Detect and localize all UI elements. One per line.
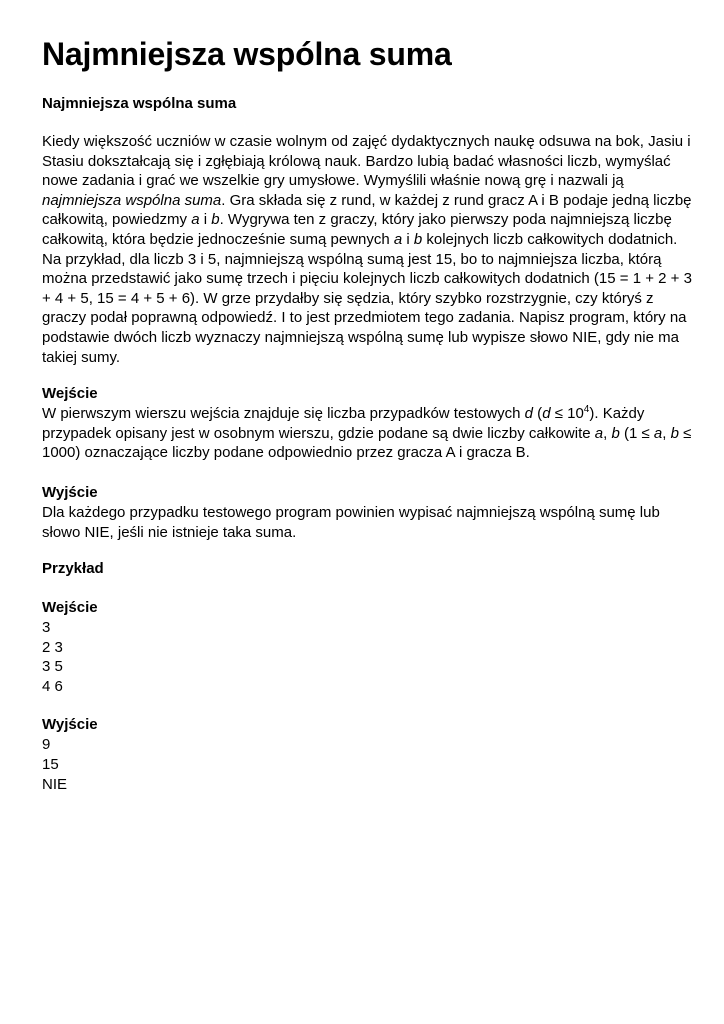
example-output-line: 9 (42, 736, 51, 754)
input-heading: Wejście (42, 385, 98, 403)
variable-b: b (413, 230, 423, 248)
example-output-line: 15 (42, 756, 59, 774)
example-heading: Przykład (42, 560, 104, 578)
variable-d: d (542, 405, 551, 423)
example-input-heading: Wejście (42, 599, 98, 617)
example-output-heading: Wyjście (42, 716, 98, 734)
variable-b: b (670, 424, 679, 442)
example-output (42, 735, 692, 794)
example-input-line: 3 (42, 619, 51, 637)
example-input-line: 2 3 (42, 638, 63, 656)
variable-b: b (211, 211, 220, 229)
example-input (42, 618, 692, 696)
variable-a: a (393, 230, 403, 248)
input-description: W pierwszym wierszu wejścia znajduje się liczba przypadków testowych d $(d \le 10^4)$. Każdy przypadek opisany jest w osobnym wierszu, gdzie podane są dwie liczby całkowite a, b (1 ≤ a, b ≤ 1000) oznaczające liczby podane odpowiednio przez gracza A i gracza B. (42, 404, 692, 462)
output-heading: Wyjście (42, 483, 98, 501)
problem-subtitle: Najmniejsza wspólna suma (42, 95, 237, 112)
document-page (42, 34, 692, 794)
exponent: 4 (583, 404, 590, 416)
example-output-line: NIE (42, 775, 68, 793)
page-title: Najmniejsza wspólna suma (42, 36, 452, 72)
example-input-line: 4 6 (42, 677, 63, 695)
variable-a: a (653, 424, 663, 442)
output-description: Dla każdego przypadku testowego program powinien wypisać najmniejszą wspólną sumę lub słowo NIE, jeśli nie istnieje taka suma. (42, 503, 660, 541)
variable-b: b (611, 424, 620, 442)
variable-a: a (191, 211, 200, 229)
variable-d: d (524, 405, 534, 423)
problem-statement: Kiedy większość uczniów w czasie wolnym od zajęć dydaktycznych naukę odsuwa na bok, Jasiu i Stasiu dokształcają się i zgłębiają królową nauk. Bardzo lubią badać własności liczb, wymyślać nowe zadania i grać we wszelkie gry umysłowe. Wymyślili właśnie nową grę i nazwali ją najmniejsza wspólna suma. Gra składa się z rund, w każdej z rund gracz A i B podaje jedną liczbę całkowitą, powiedzmy a i b. Wygrywa ten z graczy, który jako pierwszy poda najmniejszą liczbę całkowitą, która będzie jednocześnie sumą pewnych a i b kolejnych liczb całkowitych dodatnich. Na przykład, dla liczb 3 i 5, najmniejszą wspólną sumą jest 15, bo to najmniejsza liczba, którą można przedstawić jako sumę trzech i pięciu kolejnych liczb całkowitych dodatnich (15 = 1 + 2 + 3 + 4 + 5, 15 = 4 + 5 + 6). W grze przydałby się sędzia, który szybko rozstrzygnie, czy któryś z graczy podał poprawną odpowiedź. I to jest przedmiotem tego zadania. Napisz program, który na podstawie dwóch liczb wyznaczy najmniejszą wspólną sumę lub wypisze słowo NIE, gdy nie ma takiej sumy. (42, 133, 692, 366)
example-input-line: 3 5 (42, 658, 63, 676)
game-name: najmniejsza wspólna suma (42, 191, 222, 209)
variable-a: a (594, 424, 604, 442)
